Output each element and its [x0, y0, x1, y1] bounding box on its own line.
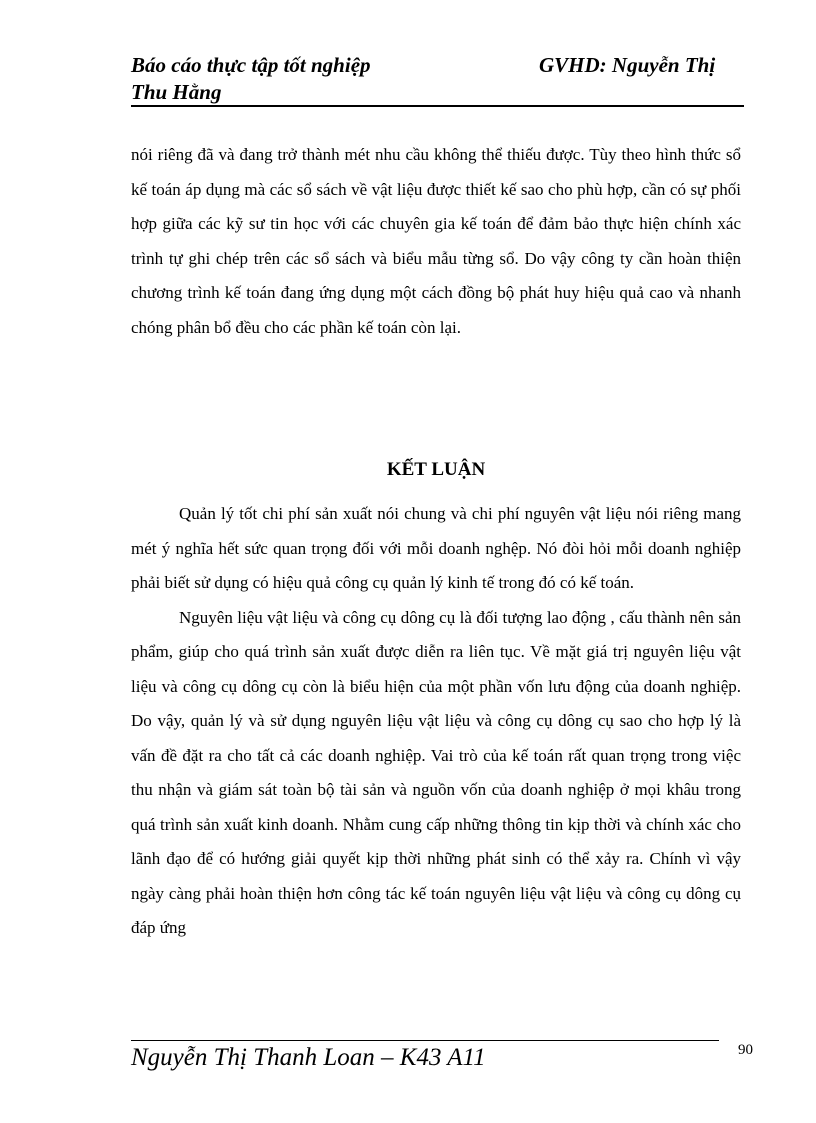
header-divider: [131, 105, 744, 107]
conclusion-section: [131, 497, 741, 946]
page-number: 90: [738, 1042, 753, 1058]
advisor-label: GVHD: Nguyễn Thị: [539, 53, 716, 77]
footer-divider: [131, 1040, 719, 1041]
report-title-line2: Thu Hằng: [131, 80, 222, 104]
conclusion-heading: KẾT LUẬN: [386, 459, 486, 480]
report-title-line1: Báo cáo thực tập tốt nghiệp: [131, 53, 371, 77]
intro-section: [131, 138, 741, 345]
intro-paragraph: nói riêng đã và đang trở thành mét nhu cầu không thể thiếu được. Tùy theo hình thức sổ kế toán áp dụng mà các sổ sách về vật liệu được thiết kế sao cho phù hợp, cần có sự phối hợp giữa các kỹ sư tin học với các chuyên gia kế toán để đảm bảo thực hiện chính xác trình tự ghi chép trên các sổ sách và biểu mẫu từng sổ. Do vậy công ty cần hoàn thiện chương trình kế toán đang ứng dụng một cách đồng bộ phát huy hiệu quả cao và nhanh chóng phân bổ đều cho các phần kế toán còn lại.: [131, 145, 741, 337]
report-title: [131, 52, 371, 106]
page-header: [131, 52, 743, 106]
footer-author: Nguyễn Thị Thanh Loan – K43 A11: [131, 1044, 486, 1071]
conclusion-paragraph-1: Quản lý tốt chi phí sản xuất nói chung và chi phí nguyên vật liệu nói riêng mang mét ý nghĩa hết sức quan trọng đối với mỗi doanh nghệp. Nó đòi hỏi mỗi doanh nghiệp phải biết sử dụng có hiệu quả công cụ quản lý kinh tế trong đó có kế toán.: [131, 504, 741, 592]
conclusion-paragraph-2: Nguyên liệu vật liệu và công cụ dông cụ là đối tượng lao động , cấu thành nên sản phẩm, giúp cho quá trình sản xuất được diễn ra liên tục. Về mặt giá trị nguyên liệu vật liệu và công cụ dông cụ còn là biểu hiện của một phần vốn lưu động của doanh nghiệp. Do vậy, quản lý và sử dụng nguyên liệu vật liệu và công cụ dông cụ sao cho hợp lý là vấn đề đặt ra cho tất cả các doanh nghiệp. Vai trò của kế toán rất quan trọng trong việc thu nhận và giám sát toàn bộ tài sản và nguồn vốn của doanh nghiệp ở mọi khâu trong quá trình sản xuất kinh doanh. Nhằm cung cấp những thông tin kịp thời và chính xác cho lãnh đạo để có hướng giải quyết kịp thời những phát sinh có thể xảy ra. Chính vì vậy ngày càng phải hoàn thiện hơn công tác kế toán nguyên liệu vật liệu và công cụ dông cụ đáp ứng: [131, 607, 741, 937]
